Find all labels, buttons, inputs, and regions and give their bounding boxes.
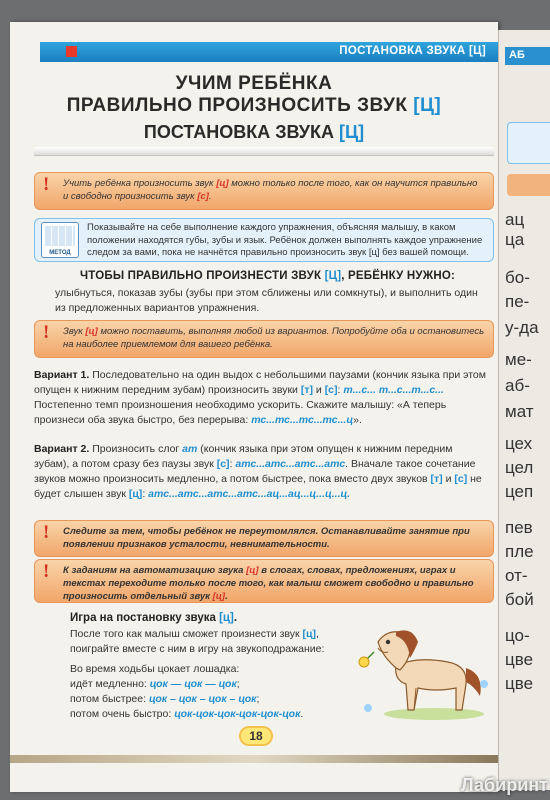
variant1-part: и	[312, 384, 325, 396]
warning4-part: .	[225, 591, 228, 602]
warning2-part: можно поставить, выполняя любой из вариантов. Попробуйте оба и остановитесь на наиболее приемлемом для вашего ребёнка.	[63, 326, 485, 350]
variant2-part: (кончик языка при этом опущен к нижним передним зубам), а потом сразу без паузы звук	[34, 443, 453, 470]
warning1-part: Учить ребёнка произносить звук	[63, 178, 217, 189]
warning-text-3	[63, 525, 485, 551]
variant1-sound: [с]	[324, 384, 338, 396]
game-line-2	[70, 692, 360, 707]
page-title-line2	[10, 95, 498, 117]
title-divider	[34, 147, 494, 156]
page-title-line1: УЧИМ РЕБЁНКА	[175, 73, 333, 94]
exclamation-icon: !	[43, 561, 50, 582]
method-icon-grid	[45, 226, 75, 246]
variant1-sound: [т]	[300, 384, 313, 396]
game-intro-sound: [ц]	[302, 628, 316, 640]
warning4-part: в слогах, словах, предложениях, играх и текстах переходите только после того, как малыш сможет свободно и правильно произносить отдельный звук	[63, 565, 474, 602]
right-page-fragment: пев	[505, 518, 533, 537]
title-line2-text: ПРАВИЛЬНО ПРОИЗНОСИТЬ ЗВУК	[66, 95, 414, 116]
warning-text-2	[63, 325, 485, 351]
page-subtitle	[10, 122, 498, 143]
right-page-header-bar	[505, 47, 550, 65]
game-line-words: цок – цок – цок – цок	[148, 693, 257, 705]
variant2-sound: [ц]	[128, 488, 143, 500]
game-intro	[70, 627, 360, 657]
game-line-0: Во время ходьбы цокает лошадка:	[70, 663, 240, 675]
variant1-part: :	[337, 384, 344, 396]
variant1-part: Последовательно на один выдох с небольшими паузами (кончик языка при этом опущен к нижним передним зубам) произносить звуки	[34, 369, 486, 396]
game-line-prefix: потом очень быстро:	[70, 708, 175, 720]
right-page-fragment: цо-	[505, 626, 530, 645]
game-line-suffix: ;	[236, 678, 240, 690]
requirements-heading	[80, 270, 455, 282]
right-page-warning-box	[507, 174, 550, 196]
variant-2-paragraph	[34, 442, 489, 502]
warning4-part: К заданиям на автоматизацию звука	[63, 565, 247, 576]
variant1-part: ».	[353, 414, 362, 426]
right-page-fragment: бой	[505, 590, 534, 609]
game-line-words: цок — цок — цок	[149, 678, 237, 690]
warning4-sound: [ц]	[246, 565, 259, 576]
book-page-left	[10, 22, 498, 792]
game-line-suffix: .	[300, 708, 304, 720]
exclamation-icon: !	[43, 322, 50, 343]
variant1-part: Постепенно темп произношения необходимо ускорить. Скажите малышу: «А теперь произнеси оба звука быстро, без перерыва:	[34, 399, 447, 426]
variant2-part: . Вначале такое сочетание звуков можно произносить медленно, а потом быстрее, пока вместо двух звуков	[34, 458, 476, 485]
right-page-fragment: ме-	[505, 350, 532, 369]
game-line-1	[70, 677, 360, 692]
subtitle-sound: [Ц]	[338, 122, 365, 142]
warning-text-4	[63, 564, 485, 603]
right-page-fragment: ца	[505, 230, 525, 249]
game-title	[70, 612, 237, 624]
game-line-prefix: потом быстрее:	[70, 693, 149, 705]
subhead-sound: [Ц]	[324, 270, 342, 282]
variant2-part: :	[142, 488, 149, 500]
right-page-fragment: мат	[505, 402, 534, 421]
method-icon-label: МЕТОД	[49, 250, 71, 256]
page-number: 18	[239, 726, 273, 746]
game-title-sound: [ц]	[219, 612, 234, 624]
variant2-part: и	[442, 473, 455, 485]
right-page-fragment: аб-	[505, 376, 530, 395]
variant2-part: :	[229, 458, 236, 470]
subhead-text: ЧТОБЫ ПРАВИЛЬНО ПРОИЗНЕСТИ ЗВУК	[80, 270, 325, 282]
game-line-prefix: идёт медленно:	[70, 678, 150, 690]
subtitle-text: ПОСТАНОВКА ЗВУКА	[143, 122, 339, 142]
right-page-fragment: пле	[505, 542, 534, 561]
warning-box-4	[34, 559, 494, 603]
game-line-words: цок-цок-цок-цок-цок-цок	[174, 708, 301, 720]
warning1-sound: [ц]	[216, 178, 229, 189]
game-line-suffix: ;	[256, 693, 260, 705]
right-page-fragment: цеп	[505, 482, 534, 501]
variant1-syllables: тс...тс...тс...тс...ц	[251, 414, 354, 426]
variant-1-paragraph	[34, 368, 489, 428]
right-page-fragment: цел	[505, 458, 534, 477]
game-title-text: Игра на постановку звука	[70, 612, 220, 624]
right-page-fragment: у-да	[505, 318, 539, 337]
variant2-part: Произносить слог	[89, 443, 183, 455]
warning4-sound: [ц]	[212, 591, 226, 602]
method-text: Показывайте на себе выполнение каждого упражнения, объясняя малышу, в каком положении находятся губы, зубы и язык. Ребёнок должен выполнять каждое упражнение следом за вами, пока не начнётся правильно произносить звук [ц] без вашей помощи.	[87, 222, 483, 258]
method-box	[34, 218, 494, 262]
watermark-logo: Лабиринт	[460, 775, 548, 795]
game-intro-part: После того как малыш сможет произнести звук	[70, 628, 303, 640]
game-line-3	[70, 707, 360, 722]
warning1-sound: [с]	[197, 191, 209, 202]
variant2-syllables: ат	[182, 443, 198, 455]
right-page-fragment: от-	[505, 566, 528, 585]
variant-1-label: Вариант 1.	[34, 369, 90, 381]
variant1-syllables: т...с... т...с...т...с...	[343, 384, 444, 396]
intro-paragraph: улыбнуться, показав зубы (зубы при этом сближены или сомкнуты), и выполнить один из предложенных вариантов упражнения.	[55, 287, 478, 314]
right-page-fragment: пе-	[505, 292, 530, 311]
right-page-fragment: бо-	[505, 268, 530, 287]
variant2-sound: [с]	[454, 473, 468, 485]
right-page-fragment: ац	[505, 210, 525, 229]
variant2-syllables: атс...атс...атс...атс	[235, 458, 346, 470]
section-header-bar	[40, 42, 498, 62]
warning-box-1	[34, 172, 494, 210]
game-intro-part: , поиграйте вместе с ним в игру на звукоподражание:	[70, 628, 325, 655]
variant2-part: не будет слышен звук	[34, 473, 482, 500]
right-page-fragment: цех	[505, 434, 533, 453]
book-page-right	[498, 30, 550, 790]
warning3-part: Следите за тем, чтобы ребёнок не переутомлялся. Останавливайте занятие при появлении признаков усталости, невнимательности.	[63, 526, 470, 550]
exclamation-icon: !	[43, 522, 50, 543]
right-page-fragment: цве	[505, 650, 534, 669]
variant2-sound: [с]	[216, 458, 230, 470]
right-page-header-text: АБ	[509, 49, 525, 61]
game-title-text: .	[233, 612, 238, 624]
warning1-part: можно только после того, как он научится правильно и свободно произносить звук	[63, 178, 478, 202]
right-page-method-box	[507, 122, 550, 164]
warning-box-2	[34, 320, 494, 358]
variant2-syllables: атс...атс...атс...атс...ац...ац...ц...ц...ц.	[148, 488, 351, 500]
red-square-icon	[66, 46, 77, 57]
title-line2-sound: [Ц]	[413, 95, 442, 116]
warning2-sound: [ц]	[85, 326, 98, 337]
horse-illustration	[356, 622, 496, 722]
method-icon	[41, 222, 79, 258]
exclamation-icon: !	[43, 174, 50, 195]
variant-2-label: Вариант 2.	[34, 443, 90, 455]
warning1-part: .	[208, 191, 212, 202]
right-page-fragment: цве	[505, 674, 534, 693]
subhead-text: , РЕБЁНКУ НУЖНО:	[341, 270, 456, 282]
warning2-part: Звук	[63, 326, 86, 337]
section-header-title: ПОСТАНОВКА ЗВУКА [Ц]	[339, 45, 486, 57]
variant2-sound: [т]	[430, 473, 443, 485]
footer-bar	[10, 755, 498, 763]
warning-box-3	[34, 520, 494, 557]
warning-text-1	[63, 177, 485, 203]
